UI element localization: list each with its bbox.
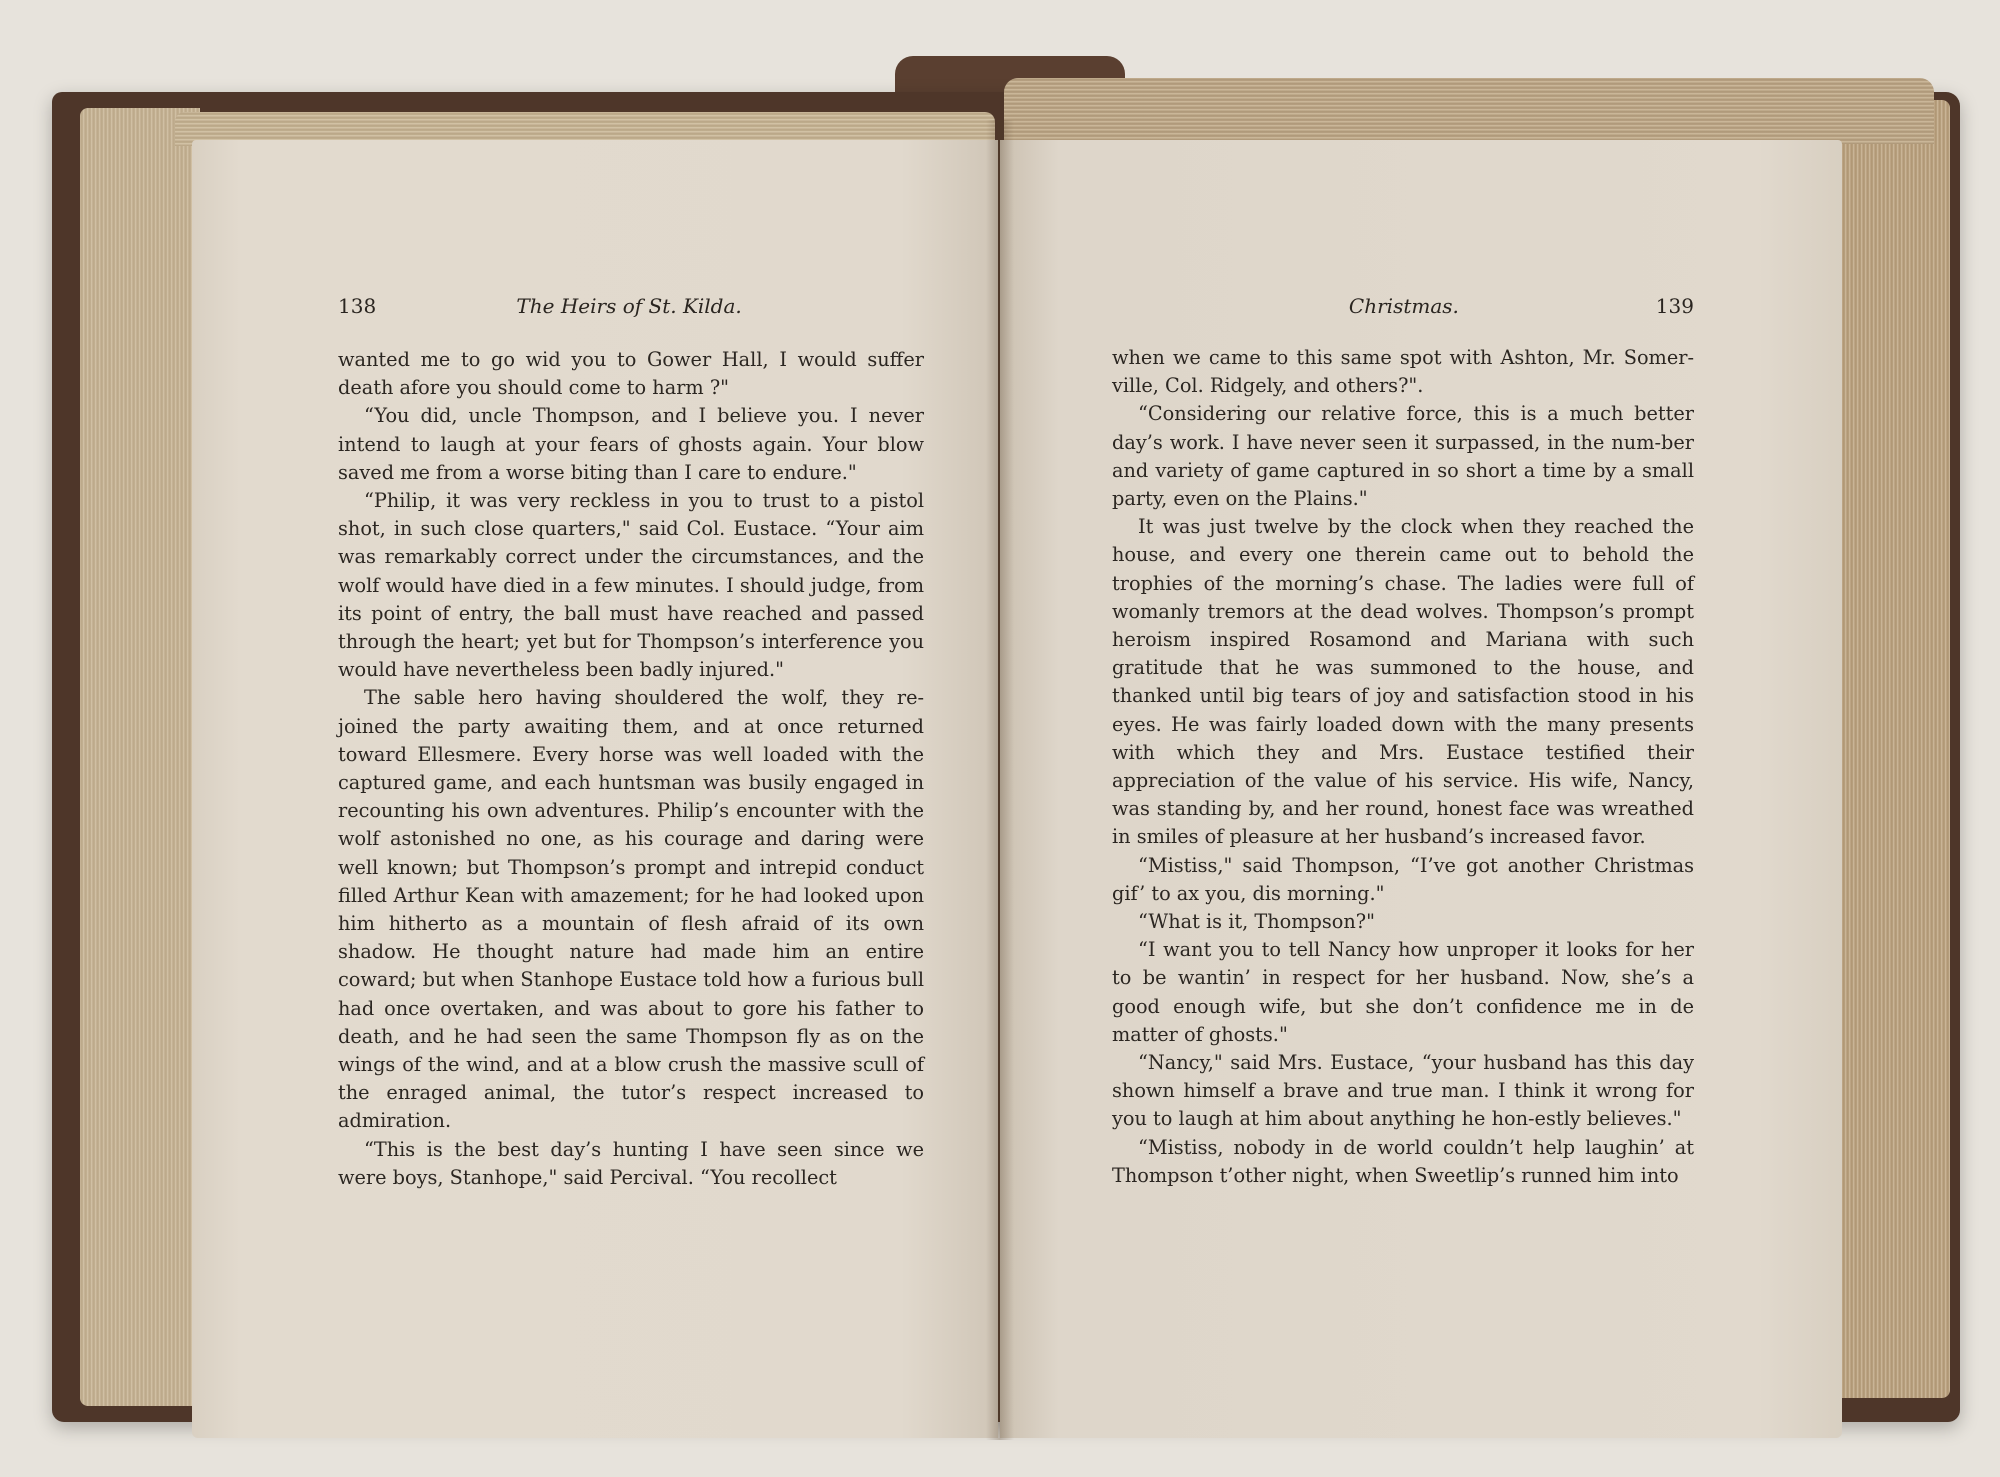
paragraph: when we came to this same spot with Ashton, Mr. Somer-ville, Col. Ridgely, and others?". — [1112, 346, 1694, 398]
book-gutter — [986, 120, 1014, 1440]
paragraph: “Mistiss," said Thompson, “I’ve got another Christmas gif’ to ax you, dis morning." — [1112, 853, 1694, 905]
paragraph: “Mistiss, nobody in de world couldn’t help laughin’ at Thompson t’other night, when Sweetlip’s runned him into — [1112, 1135, 1694, 1187]
paragraph: “Philip, it was very reckless in you to trust to a pistol shot, in such close quarters," said Col. Eustace. “Your aim was remarkably correct under the circumstances, and the wolf would have died in a few minutes. I should judge, from its point of entry, the ball must have reached and passed through the heart; yet but for Thompson’s interference you would have nevertheless been badly injured." — [338, 489, 924, 682]
left-page-header — [338, 294, 922, 318]
paragraph: wanted me to go wid you to Gower Hall, I would suffer death afore you should come to harm ?" — [338, 348, 924, 400]
page-edges-top-right — [1004, 78, 1934, 144]
right-page-number: 139 — [1655, 294, 1694, 318]
right-running-title: Christmas. — [1348, 294, 1459, 318]
paragraph: “I want you to tell Nancy how unproper it looks for her to be wantin’ in respect for her husband. Now, she’s a good enough wife, but she don’t confidence me in de matter of ghosts." — [1112, 938, 1694, 1046]
paragraph: It was just twelve by the clock when they reached the house, and every one therein came out to behold the trophies of the morning’s chase. The ladies were full of womanly tremors at the dead wolves. Thompson’s prompt heroism inspired Rosamond and Mariana with such gratitude that he was summoned to the house, and thanked until big tears of joy and satisfaction stood in his eyes. He was fairly loaded down with the many presents with which they and Mrs. Eustace testified their appreciation of the value of his service. His wife, Nancy, was standing by, and her round, honest face was wreathed in smiles of pleasure at her husband’s increased favor. — [1112, 515, 1694, 849]
paragraph: The sable hero having shouldered the wolf, they re-joined the party awaiting them, and at once returned toward Ellesmere. Every horse was well loaded with the captured game, and each huntsman was busily engaged in recounting his own adventures. Philip’s encounter with the wolf astonished no one, as his courage and daring were well known; but Thompson’s prompt and intrepid conduct filled Arthur Kean with amazement; for he had looked upon him hitherto as a mountain of flesh afraid of its own shadow. He thought nature had made him an entire coward; but when Stanhope Eustace told how a furious bull had once overtaken, and was about to gore his father to death, and he had seen the same Thompson fly as on the wings of the wind, and at a blow crush the massive scull of the enraged animal, the tutor’s respect increased to admiration. — [338, 686, 924, 1133]
page-edges-left — [80, 108, 200, 1406]
paragraph: “This is the best day’s hunting I have seen since we were boys, Stanhope," said Percival. “You recollect — [338, 1137, 924, 1189]
paragraph: “You did, uncle Thompson, and I believe you. I never intend to laugh at your fears of ghosts again. Your blow saved me from a worse biting than I care to endure." — [338, 404, 924, 484]
paragraph: “Considering our relative force, this is a much better day’s work. I have never seen it surpassed, in the num-ber and variety of game captured in so short a time by a small party, even on the Plains." — [1112, 402, 1694, 511]
left-page-body — [338, 346, 924, 1192]
left-page-number: 138 — [338, 294, 377, 318]
paragraph: “What is it, Thompson?" — [1138, 910, 1376, 934]
page-edges-right — [1830, 100, 1950, 1398]
left-running-title: The Heirs of St. Kilda. — [516, 294, 742, 318]
right-page-body — [1112, 344, 1694, 1190]
paragraph: “Nancy," said Mrs. Eustace, “your husband has this day shown himself a brave and true man. I think it wrong for you to laugh at him about anything he hon-estly believes." — [1112, 1051, 1694, 1131]
right-page-header — [1112, 294, 1694, 318]
